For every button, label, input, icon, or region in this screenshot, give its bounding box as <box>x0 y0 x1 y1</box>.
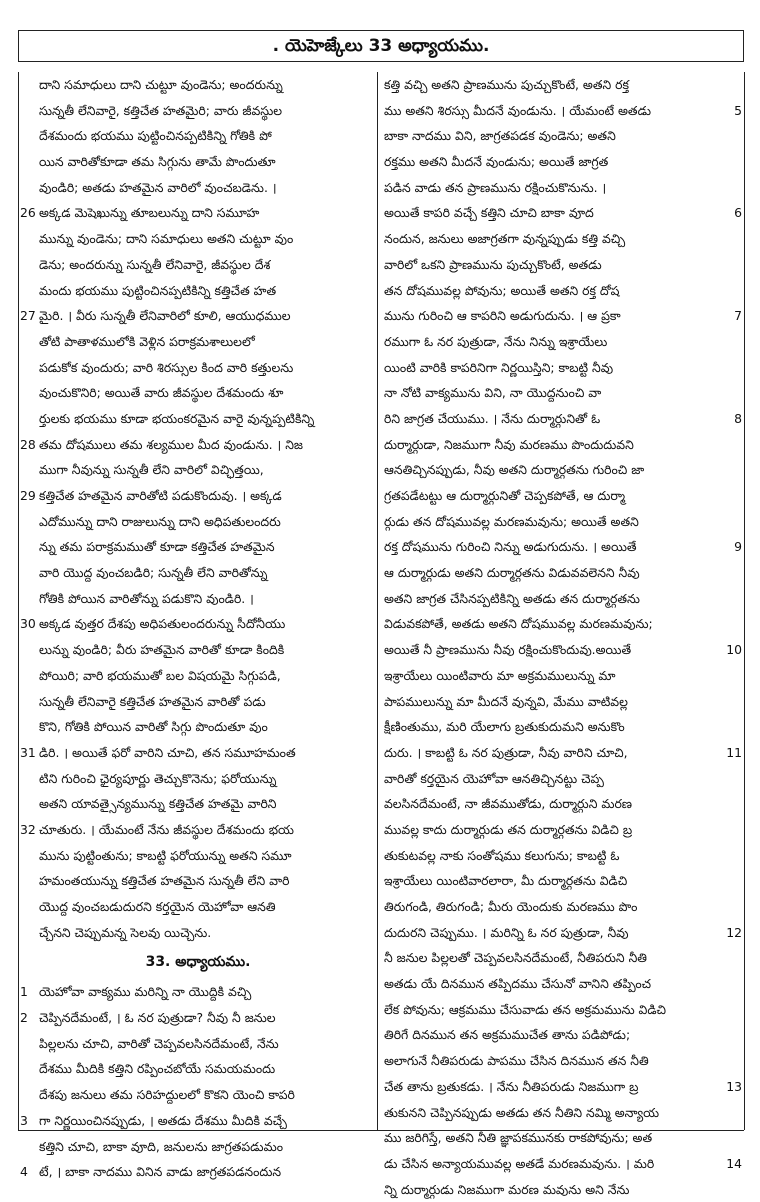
line-text: చేత తాను బ్రతుకడు. । నేను నీతిపరుడు నిజముగా బ్ర <box>384 1078 639 1094</box>
line-text: చూతురు. । యేమంటే నేను జీవస్థుల దేశమందు భయ <box>39 821 294 837</box>
text-line <box>380 175 744 201</box>
text-line <box>19 457 377 483</box>
text-line <box>19 1159 377 1185</box>
text-line <box>19 509 377 535</box>
text-line <box>19 200 377 226</box>
line-text: వుంచుకొనిరి; అయితే వారు జీవస్థుల దేశమందు శూ <box>39 385 284 401</box>
text-line <box>380 329 744 355</box>
text-line <box>19 637 377 663</box>
line-text: అక్కడ మెషెఖున్ను తూబలున్ను దాని సమూహ <box>39 205 260 221</box>
text-line <box>19 483 377 509</box>
line-text: అతడు యే దినమున తప్పిదము చేసునో వానిని తప్పించ <box>384 976 652 992</box>
text-line <box>380 252 744 278</box>
text-line <box>380 200 744 226</box>
line-text: యింటి వారికి కాపరినిగా నిర్ణయిస్తిని; కాబట్టి నీవు <box>384 359 614 375</box>
text-line <box>380 1177 744 1202</box>
text-line <box>19 868 377 894</box>
text-line <box>19 611 377 637</box>
text-line <box>380 894 744 920</box>
verse-number: 30 <box>20 616 36 632</box>
text-line <box>380 1100 744 1126</box>
verse-number: 3 <box>20 1112 28 1128</box>
verse-number: 31 <box>20 744 36 760</box>
line-text: దుర్మార్గుడా, నిజముగా నీవు మరణము పొందుదువని <box>384 436 634 452</box>
text-line <box>19 432 377 458</box>
line-text: రిని జాగ్రత చేయుము. । నేను దుర్మార్గునితో ఓ <box>384 410 601 426</box>
text-line <box>380 98 744 124</box>
line-text: దేశపు జనులు తమ సరిహద్దులలో కొకని యెంచి కాపరి <box>39 1087 295 1103</box>
chapter-heading <box>19 945 377 979</box>
text-line <box>19 534 377 560</box>
text-line <box>380 72 744 98</box>
text-line <box>380 766 744 792</box>
line-text: వారి యొద్ద వుంచబడిరి; సున్నతీ లేని వారితోన్ను <box>39 565 268 581</box>
line-text: ర్గుడు తన దోషమువల్ల మరణమవును; అయితే అతని <box>384 513 639 529</box>
line-text: ఇశ్రాయేలు యింటివారు మా అక్రమములున్ను మా <box>384 667 616 683</box>
text-line <box>380 278 744 304</box>
text-line <box>19 740 377 766</box>
text-line <box>380 534 744 560</box>
line-text: గ్రతపడేటట్టు ఆ దుర్మార్గునితో చెప్పకపోతే, ఆ దుర్మా <box>384 488 626 503</box>
line-text: పాపములున్ను మా మీదనే వున్నవి, మేము వాటివల్ల <box>384 693 628 709</box>
line-text: అయితే నీ ప్రాణమును నీవు రక్షించుకొందువు.అయితే <box>384 642 632 658</box>
text-line <box>19 252 377 278</box>
header-box <box>18 30 744 62</box>
line-text: మందు భయము పుట్టించినప్పటికిన్ని కత్తిచేత హత <box>39 282 277 298</box>
text-line <box>380 406 744 432</box>
line-text: న్ని దుర్మార్గుడు నిజముగా మరణ మవును అని నేను <box>384 1181 630 1197</box>
right-column <box>380 72 745 1197</box>
verse-number: 7 <box>734 308 742 324</box>
verse-number: 4 <box>20 1164 28 1180</box>
text-line <box>380 509 744 535</box>
line-text: కత్తిచేత హతమైన వారితోటి పడుకొందువు. । అక్కడ <box>39 488 282 503</box>
text-line <box>380 586 744 612</box>
line-text: వారితో కర్తయైన యెహోవా ఆనతిచ్చినట్టు చెప్ప <box>384 770 604 786</box>
verse-number: 28 <box>20 436 36 452</box>
line-text: బాకా నాదము విని, జాగ్రతపడక వుండెను; అతని <box>384 128 616 144</box>
line-text: విడువకపోతే, అతడు అతని దోషమువల్ల మరణమవును; <box>384 616 653 632</box>
verse-number: 1 <box>20 984 28 1000</box>
line-text: దురు. । కాబట్టి ఓ నర పుత్రుడా, నీవు వారిని చూచి, <box>384 744 628 760</box>
text-line <box>380 945 744 971</box>
line-text: ము అతని శిరస్సు మీదనే వుండును. । యేమంటే అతడు <box>384 102 652 118</box>
text-line <box>19 98 377 124</box>
text-line <box>380 303 744 329</box>
line-text: టిని గురించి ఛైర్యపూర్ణు తెచ్చుకొనెను; ఫరోయున్ను <box>39 770 277 786</box>
verse-number: 12 <box>726 924 742 940</box>
verse-number: 32 <box>20 821 36 837</box>
text-line <box>19 72 377 98</box>
line-text: చ్చేనని చెప్పుమన్న సెలవు యిచ్చెను. <box>39 924 212 940</box>
line-text: టే, । బాకా నాదము వినిన వాడు జాగ్రతపడనందున <box>39 1164 282 1180</box>
line-text: తిరిగే దినమున తన అక్రమముచేత తాను పడిపోడు; <box>384 1027 631 1043</box>
text-line <box>380 637 744 663</box>
line-text: వారిలో ఒకని ప్రాణమును పుచ్చుకొంటే, అతడు <box>384 256 602 272</box>
line-text: ఆనతిచ్చినప్పుడు, నీవు అతని దుర్మార్గతను గురించి జా <box>384 462 645 478</box>
verse-number: 2 <box>20 1010 28 1026</box>
text-line <box>380 714 744 740</box>
text-line <box>19 149 377 175</box>
text-line <box>19 843 377 869</box>
text-line <box>19 175 377 201</box>
text-line <box>380 817 744 843</box>
text-line <box>380 226 744 252</box>
text-line <box>380 997 744 1023</box>
text-line <box>19 586 377 612</box>
line-text: డెను; అందరున్ను సున్నతీ లేనివారై, జీవస్థుల దేశ <box>39 256 271 272</box>
line-text: లేక పోవును; ఆక్రమము చేసువాడు తన అక్రమమును విడిచి <box>384 1001 667 1017</box>
line-text: గా నిర్ణయించినప్పుడు, । అతడు దేశము మీదికి వచ్చే <box>39 1112 287 1128</box>
text-line <box>19 817 377 843</box>
line-text: తుకుటవల్ల నాకు సంతోషము కలుగును; కాబట్టి ఓ <box>384 847 620 863</box>
line-text: డిరి. । అయితే ఫరో వారిని చూచి, తన సమూహమంత <box>39 744 296 760</box>
text-line <box>380 1074 744 1100</box>
line-text: రక్త దోషమును గురించి నిన్ను అడుగుదును. । అయితే <box>384 539 637 555</box>
line-text: తన దోషమువల్ల పోవును; అయితే అతని రక్త దోష <box>384 282 620 298</box>
line-text: సున్నతీ లేనివారై, కత్తిచేత హతమైరి; వారు జీవస్థుల <box>39 102 283 118</box>
line-text: నందున, జనులు అజాగ్రతగా వున్నప్పుడు కత్తి వచ్చి <box>384 231 626 247</box>
line-text: చెప్పినదేమంటే, । ఓ నర పుత్రుడా? నీవు నీ జనుల <box>39 1010 276 1026</box>
text-line <box>380 1022 744 1048</box>
text-line <box>380 843 744 869</box>
text-line <box>380 380 744 406</box>
line-text: ఎదోమున్ను దాని రాజులున్ను దాని అధిపతులందరు <box>39 513 281 529</box>
text-line <box>19 714 377 740</box>
line-text: క్షీణింతుము, మరి యేలాగు బ్రతుకుదుమని అనుకొం <box>384 719 625 735</box>
line-text: నీ జనుల పిల్లలతో చెప్పవలసినదేమంటే, నీతిపరుని నీతి <box>384 950 647 966</box>
line-text: పిల్లలను చూచి, వారితో చెప్పవలసినదేమంటే, నేను <box>39 1035 279 1051</box>
text-line <box>19 1056 377 1082</box>
text-line <box>380 483 744 509</box>
line-text: మైరి. । వీరు సున్నతీ లేనివారిలో కూలి, ఆయుధముల <box>39 308 291 324</box>
text-line <box>380 740 744 766</box>
text-line <box>380 1151 744 1177</box>
line-text: సున్నతీ లేనివారై కత్తిచేత హతమైన వారితో పడు <box>39 693 266 709</box>
verse-number: 9 <box>734 539 742 555</box>
text-line <box>19 406 377 432</box>
line-text: ము జరిగిస్తే, అతని నీతి జ్ఞాపకమునకు రాకపోవును; అత <box>384 1130 653 1146</box>
line-text: మును గురించి ఆ కాపరిని అడుగుదును. । ఆ ప్రకా <box>384 308 621 324</box>
text-line <box>380 920 744 946</box>
line-text: అతని యావత్సైన్యమున్ను కత్తిచేత హతమై వారిని <box>39 796 277 812</box>
line-text: వలసినదేమంటే, నా జీవముతోడు, దుర్మార్గుని మరణ <box>384 796 633 812</box>
line-text: మువల్ల కాదు దుర్మార్గుడు తన దుర్మార్గతను విడిచి బ్ర <box>384 821 633 837</box>
line-text: కొని, గోతికి పోయిన వారితో సిగ్గు పొందుతూ వుం <box>39 719 268 735</box>
text-line <box>19 1082 377 1108</box>
text-line <box>19 766 377 792</box>
scripture-page <box>14 10 754 1197</box>
text-line <box>380 457 744 483</box>
verse-number: 27 <box>20 308 36 324</box>
text-line <box>19 791 377 817</box>
text-line <box>19 380 377 406</box>
text-line <box>19 303 377 329</box>
text-line <box>19 1031 377 1057</box>
line-text: పడుకోక వుందురు; వారి శిరస్సుల కింద వారి కత్తులను <box>39 359 294 375</box>
verse-number: 6 <box>734 205 742 221</box>
verse-number: 29 <box>20 488 36 503</box>
text-line <box>19 894 377 920</box>
text-line <box>19 329 377 355</box>
verse-number: 10 <box>726 642 742 658</box>
line-text: గోతికి పోయిన వారితోన్ను పడుకొని వుండిరి. । <box>39 590 254 606</box>
running-head: . యెహెజ్కేలు 33 అధ్యాయము. <box>272 36 490 56</box>
line-text: మున్ను వుండెను; దాని సమాధులు అతని చుట్టూ వుం <box>39 231 294 247</box>
text-line <box>380 355 744 381</box>
line-text: రముగా ఓ నర పుత్రుడా, నేను నిన్ను ఇశ్రాయేలు <box>384 333 608 349</box>
line-text: అక్కడ వుత్తర దేశపు అధిపతులందరున్ను సీదోనీయు <box>39 616 286 632</box>
text-line <box>380 123 744 149</box>
verse-number: 13 <box>726 1078 742 1094</box>
bottom-rule <box>18 1130 744 1131</box>
line-text: తోటి పాతాళములోకి వెళ్లిన పరాక్రమశాలులలో <box>39 333 255 349</box>
line-text: అతని జాగ్రత చేసినప్పటికిన్ని అతడు తన దుర్మార్గతను <box>384 590 640 606</box>
line-text: పడిన వాడు తన ప్రాణమును రక్షించుకొనును. । <box>384 179 607 195</box>
line-text: లున్ను వుండిరి; వీరు హతమైన వారితో కూడా కిందికి <box>39 642 285 658</box>
text-line <box>380 868 744 894</box>
line-text: కత్తి వచ్చి అతని ప్రాణమును పుచ్చుకొంటే, అతని రక్త <box>384 77 629 92</box>
line-text: యిన వారితోకూడా తమ సిగ్గును తామే పొందుతూ <box>39 154 276 170</box>
text-line <box>380 560 744 586</box>
line-text: యొద్ద వుంచబడుదురని కర్తయైన యెహోవా ఆనతి <box>39 899 276 914</box>
line-text: ముగా నీవున్ను సున్నతీ లేని వారిలో విచ్ఛిత్తయి, <box>39 462 264 478</box>
text-line <box>19 123 377 149</box>
verse-number: 11 <box>726 744 742 760</box>
text-line <box>19 226 377 252</box>
text-line <box>19 689 377 715</box>
text-line <box>19 1005 377 1031</box>
verse-number: 14 <box>726 1155 742 1171</box>
line-text: దేశమందు భయము పుట్టించినప్పటికిన్ని గోతికి పో <box>39 128 272 144</box>
text-line <box>380 791 744 817</box>
verse-number: 8 <box>734 410 742 426</box>
text-line <box>19 979 377 1005</box>
text-line <box>380 611 744 637</box>
text-line <box>19 355 377 381</box>
line-text: నా నోటి వాక్యమును విని, నా యొద్దనుంచి వా <box>384 385 602 401</box>
line-text: దేశము మీదికి కత్తిని రప్పించబోయే సమయమందు <box>39 1061 276 1077</box>
text-line <box>19 278 377 304</box>
line-text: హమంతయున్ను కత్తిచేత హతమైన సున్నతీ లేని వారి <box>39 873 290 889</box>
line-text: కత్తిని చూచి, బాకా వూది, జనులను జాగ్రతపడుమం <box>39 1138 283 1154</box>
line-text: ర్తులకు భయము కూడా భయంకరమైన వారై వున్నప్పటికిన్ని <box>39 410 315 426</box>
text-line <box>19 920 377 946</box>
line-text: 33. అధ్యాయము. <box>145 954 251 971</box>
line-text: వుండిరి; అతడు హతమైన వారిలో వుంచబడెను. । <box>39 179 277 195</box>
text-line <box>380 1048 744 1074</box>
text-line <box>380 432 744 458</box>
line-text: రక్తము అతని మీదనే వుండును; అయితే జాగ్రత <box>384 154 609 170</box>
line-text: దాని సమాధులు దాని చుట్టూ వుండెను; అందరున్ను <box>39 77 283 92</box>
line-text: అలాగునే నీతిపరుడు పాపము చేసిన దినమున తన నీతి <box>384 1053 649 1069</box>
verse-number: 26 <box>20 205 36 221</box>
text-line <box>380 689 744 715</box>
line-text: తుకునని చెప్పినప్పుడు అతడు తన నీతిని నమ్మి అన్యాయ <box>384 1104 660 1120</box>
line-text: దుదురని చెప్పుము. । మరిన్ని ఓ నర పుత్రుడా, నీవు <box>384 924 629 940</box>
line-text: ఆ దుర్మార్గుడు అతని దుర్మార్గతను విడువవలెనని నీవు <box>384 565 640 581</box>
line-text: అయితే కాపరి వచ్చే కత్తిని చూచి బాకా వూద <box>384 205 594 221</box>
text-line <box>19 663 377 689</box>
line-text: తిరుగండి, తిరుగండి; మీరు యెందుకు మరణము పొం <box>384 899 638 914</box>
line-text: పోయిరి; వారి భయముతో బల విషయమై సిగ్గుపడి, <box>39 667 281 683</box>
line-text: ఇశ్రాయేలు యింటివారలారా, మీ దుర్మార్గతను విడిచి <box>384 873 628 889</box>
line-text: న్ను తమ పరాక్రమముతో కూడా కత్తిచేత హతమైన <box>39 539 275 555</box>
text-line <box>19 1134 377 1160</box>
line-text: తమ దోషములు తమ శల్యముల మీద వుండును. । నిజ <box>39 436 303 452</box>
line-text: యెహోవా వాక్యము మరిన్ని నా యొద్దికి వచ్చి <box>39 984 252 1000</box>
verse-number: 5 <box>734 102 742 118</box>
text-line <box>380 149 744 175</box>
line-text: డు చేసిన అన్యాయమువల్ల అతడే మరణమవును. । మరి <box>384 1155 655 1171</box>
left-column <box>18 72 378 1180</box>
text-line <box>380 663 744 689</box>
line-text: మును పుట్టింతును; కాబట్టి ఫరోయున్ను అతని సమూ <box>39 847 292 863</box>
text-line <box>19 560 377 586</box>
text-line <box>380 971 744 997</box>
